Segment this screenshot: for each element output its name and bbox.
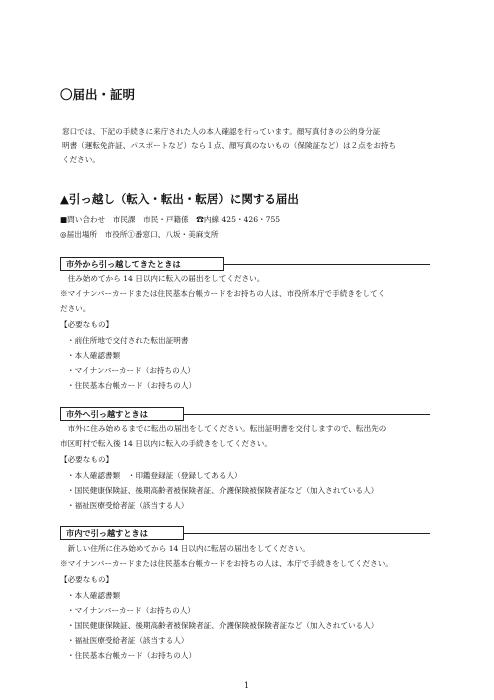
block1-needs-label: 【必要なもの】 [60, 320, 114, 329]
block3-body-1: 新しい住所に住み始めてから 14 日以内に転居の届出をしてください。 [60, 544, 310, 553]
intro-line-1: 窓口では、下記の手続きに来庁された人の本人確認を行っています。顔写真付きの公的身分証 [62, 127, 381, 136]
block2-body-1: 市外に住み始めるまでに転出の届出をしてください。転出証明書を交付しますので、転出先の [60, 424, 387, 433]
block1-item: ・マイナンバーカード（お持ちの人） [67, 366, 195, 375]
page-number: 1 [244, 681, 250, 690]
block3-item: ・福祉医療受給者証（該当する人） [67, 636, 189, 645]
block3-item: ・国民健康保険証、後期高齢者被保険者証、介護保険被保険者証など（加入されている人） [67, 621, 379, 630]
block1-body-1: 住み始めてから 14 日以内に転入の届出をしてください。 [60, 274, 265, 283]
block1-item: ・前住所地で交付された転出証明書 [67, 336, 189, 345]
section-heading: ▲引っ越し（転入・転出・転居）に関する届出 [60, 192, 299, 206]
block1-item: ・本人確認書類 [67, 351, 121, 360]
block2-item: ・福祉医療受給者証（該当する人） [67, 501, 189, 510]
block1-body-3: ださい。 [60, 304, 91, 313]
block1-body-2: ※マイナンバーカードまたは住民基本台帳カードをお持ちの人は、市役所本庁で手続きをしてく [60, 289, 386, 298]
block3-body-2: ※マイナンバーカードまたは住民基本台帳カードをお持ちの人は、本庁で手続きをしてください。 [60, 559, 393, 568]
contact-line: ■問い合わせ 市民課 市民・戸籍係 ☎内線 425・426・755 [60, 215, 281, 224]
place-line: ◎届出場所 市役所①番窓口、八坂・美麻支所 [60, 230, 219, 239]
page-title: 〇届出・証明 [60, 87, 136, 102]
block2-body-2: 市区町村で転入後 14 日以内に転入の手続きをしてください。 [60, 439, 272, 448]
block2-item: ・本人確認書類 ・印鑑登録証（登録してある人） [67, 471, 242, 480]
block2-needs-label: 【必要なもの】 [60, 455, 114, 464]
block3-item: ・本人確認書類 [67, 591, 121, 600]
block3-item: ・住民基本台帳カード（お持ちの人） [67, 651, 197, 660]
block1-heading: 市外から引っ越してきたときは [60, 257, 224, 271]
intro-line-2: 明書（運転免許証、パスポートなど）なら１点、顔写真のないもの（保険証など）は２点をお持ち [62, 141, 397, 150]
block2-heading: 市外へ引っ越すときは [60, 407, 184, 421]
block1-item: ・住民基本台帳カード（お持ちの人） [67, 381, 197, 390]
block3-heading: 市内で引っ越すときは [60, 526, 184, 540]
block2-item: ・国民健康保険証、後期高齢者被保険者証、介護保険被保険者証など（加入されている人） [67, 486, 379, 495]
intro-line-3: ください。 [62, 155, 100, 164]
block3-needs-label: 【必要なもの】 [60, 575, 114, 584]
block3-item: ・マイナンバーカード（お持ちの人） [67, 606, 195, 615]
